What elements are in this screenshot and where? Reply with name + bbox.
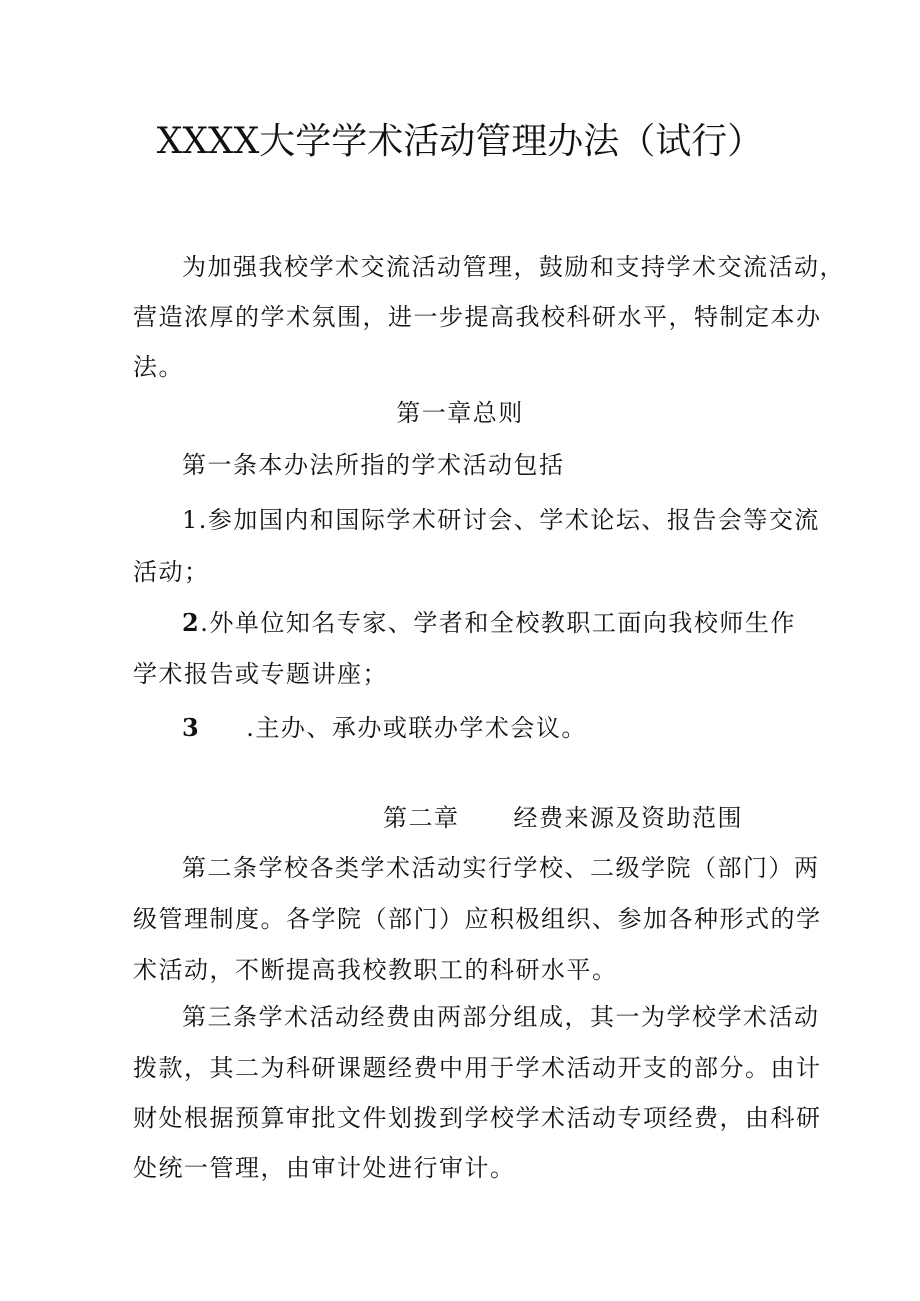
item-2-text: .外单位知名专家、学者和全校教职工面向我校师生作 bbox=[200, 609, 796, 637]
item-1-line-2: 活动； bbox=[133, 558, 210, 586]
item-3-text: .主办、承办或联办学术会议。 bbox=[246, 714, 587, 742]
item-2-number: 2 bbox=[182, 608, 201, 637]
chapter-1-heading: 第一章总则 bbox=[396, 399, 524, 427]
chapter-2-title: 经费来源及资助范围 bbox=[513, 804, 743, 832]
item-1-line-1: 1.参加国内和国际学术研讨会、学术论坛、报告会等交流 bbox=[182, 506, 820, 534]
document-title: XXXX大学学术活动管理办法（试行） bbox=[156, 121, 764, 162]
article-3-line-3: 财处根据预算审批文件划拨到学校学术活动专项经费，由科研 bbox=[133, 1104, 822, 1132]
article-2-line-3: 术活动，不断提高我校教职工的科研水平。 bbox=[133, 956, 618, 984]
article-3-line-1: 第三条学术活动经费由两部分组成，其一为学校学术活动 bbox=[182, 1003, 820, 1031]
chapter-2-number: 第二章 bbox=[383, 804, 460, 832]
item-2-line-1 bbox=[182, 608, 796, 638]
item-2-line-2: 学术报告或专题讲座； bbox=[133, 660, 388, 688]
preamble-line-1: 为加强我校学术交流活动管理，鼓励和支持学术交流活动， bbox=[182, 253, 845, 281]
article-3-line-4: 处统一管理，由审计处进行审计。 bbox=[133, 1154, 516, 1182]
article-3-line-2: 拨款，其二为科研课题经费中用于学术活动开支的部分。由计 bbox=[133, 1054, 822, 1082]
item-3-line bbox=[182, 713, 587, 743]
article-2-line-2: 级管理制度。各学院（部门）应积极组织、参加各种形式的学 bbox=[133, 905, 822, 933]
preamble-line-2: 营造浓厚的学术氛围，进一步提高我校科研水平，特制定本办 bbox=[133, 303, 822, 331]
preamble-line-3: 法。 bbox=[133, 353, 184, 381]
chapter-2-heading bbox=[383, 803, 743, 833]
article-1: 第一条本办法所指的学术活动包括 bbox=[182, 451, 565, 479]
article-2-line-1: 第二条学校各类学术活动实行学校、二级学院（部门）两 bbox=[182, 854, 820, 882]
item-3-number: 3 bbox=[182, 713, 201, 742]
